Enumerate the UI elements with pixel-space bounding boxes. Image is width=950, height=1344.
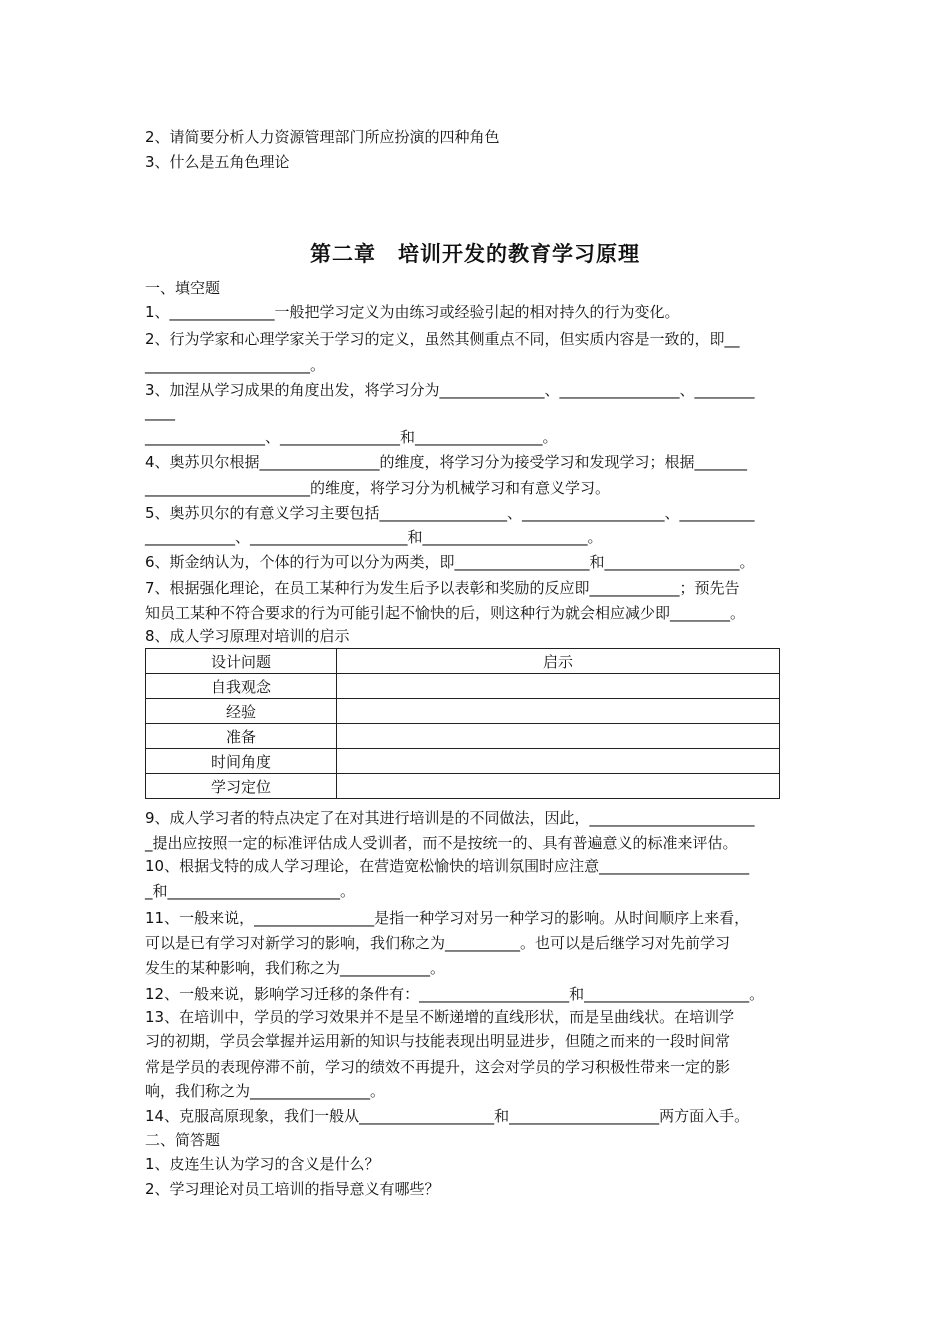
table-row (146, 749, 780, 774)
table-row (146, 724, 780, 749)
table-cell-empty (337, 724, 780, 749)
section-heading-fill-blank: 一、填空题 (145, 279, 221, 297)
table-row (146, 774, 780, 799)
question-line: ______________________的维度，将学习分为机械学习和有意义学习。 (145, 479, 611, 497)
question-line: 响，我们称之为________________。 (145, 1082, 386, 1100)
question-line: 可以是已有学习对新学习的影响，我们称之为__________。也可以是后继学习对先前学习 (145, 934, 731, 952)
question-line: _和_______________________。 (145, 882, 356, 900)
table-cell-empty (337, 774, 780, 799)
question-line: 7、根据强化理论，在员工某种行为发生后予以表彰和奖励的反应即____________；预先告 (145, 579, 740, 597)
table-cell: 时间角度 (146, 749, 337, 774)
question-line: 知员工某种不符合要求的行为可能引起不愉快的后，则这种行为就会相应减少即________。 (145, 604, 746, 622)
question-line: 5、奥苏贝尔的有意义学习主要包括_________________、___________________、__________ (145, 504, 755, 522)
adult-learning-table (145, 648, 780, 799)
table-cell-empty (337, 674, 780, 699)
table-cell-empty (337, 749, 780, 774)
section-heading-short-answer: 二、简答题 (145, 1131, 221, 1149)
question-line: 2、行为学家和心理学家关于学习的定义，虽然其侧重点不同，但实质内容是一致的，即__ (145, 330, 740, 348)
table-header-cell: 启示 (337, 649, 780, 674)
table-row (146, 674, 780, 699)
question-line: 10、根据戈特的成人学习理论，在营造宽松愉快的培训氛围时应注意____________________ (145, 857, 750, 875)
question-line: ________________、________________和_________________。 (145, 428, 558, 446)
question-line: 1、______________一般把学习定义为由练习或经验引起的相对持久的行为变化。 (145, 303, 680, 321)
top-question-2: 2、请简要分析人力资源管理部门所应扮演的四种角色 (145, 128, 500, 146)
table-cell: 学习定位 (146, 774, 337, 799)
question-line: 习的初期，学员会掌握并运用新的知识与技能表现出明显进步，但随之而来的一段时间常 (145, 1032, 731, 1050)
question-line: _提出应按照一定的标准评估成人受训者，而不是按统一的、具有普遍意义的标准来评估。 (145, 834, 738, 852)
question-line: 13、在培训中，学员的学习效果并不是呈不断递增的直线形状，而是呈曲线状。在培训学 (145, 1008, 735, 1026)
question-line: 11、一般来说，________________是指一种学习对另一种学习的影响。从时间顺序上来看， (145, 909, 750, 927)
table-cell: 自我观念 (146, 674, 337, 699)
table-cell: 准备 (146, 724, 337, 749)
table-cell: 经验 (146, 699, 337, 724)
question-line: ____________、_____________________和______________________。 (145, 528, 603, 546)
question-line: 12、一般来说，影响学习迁移的条件有：____________________和______________________。 (145, 985, 765, 1003)
question-line: 9、成人学习者的特点决定了在对其进行培训是的不同做法，因此，______________________ (145, 809, 755, 827)
table-header-cell: 设计问题 (146, 649, 337, 674)
table-cell-empty (337, 699, 780, 724)
question-line: 常是学员的表现停滞不前，学习的绩效不再提升，这会对学员的学习积极性带来一定的影 (145, 1058, 731, 1076)
chapter-title: 第二章 培训开发的教育学习原理 (310, 242, 640, 266)
question-line: 3、加涅从学习成果的角度出发，将学习分为______________、________________、________ (145, 381, 755, 399)
table-header-row (146, 649, 780, 674)
question-line: 发生的某种影响，我们称之为____________。 (145, 959, 446, 977)
question-line: 8、成人学习原理对培训的启示 (145, 627, 350, 645)
question-line: ____ (145, 403, 175, 421)
top-question-3: 3、什么是五角色理论 (145, 153, 290, 171)
question-line: 4、奥苏贝尔根据________________的维度，将学习分为接受学习和发现学习；根据_______ (145, 453, 748, 471)
table-row (146, 699, 780, 724)
question-line: 14、克服高原现象，我们一般从__________________和____________________两方面入手。 (145, 1107, 750, 1125)
question-line: 6、斯金纳认为，个体的行为可以分为两类，即__________________和__________________。 (145, 553, 755, 571)
question-line: ______________________。 (145, 356, 326, 374)
question-line: 2、学习理论对员工培训的指导意义有哪些？ (145, 1180, 440, 1198)
question-line: 1、皮连生认为学习的含义是什么？ (145, 1155, 380, 1173)
